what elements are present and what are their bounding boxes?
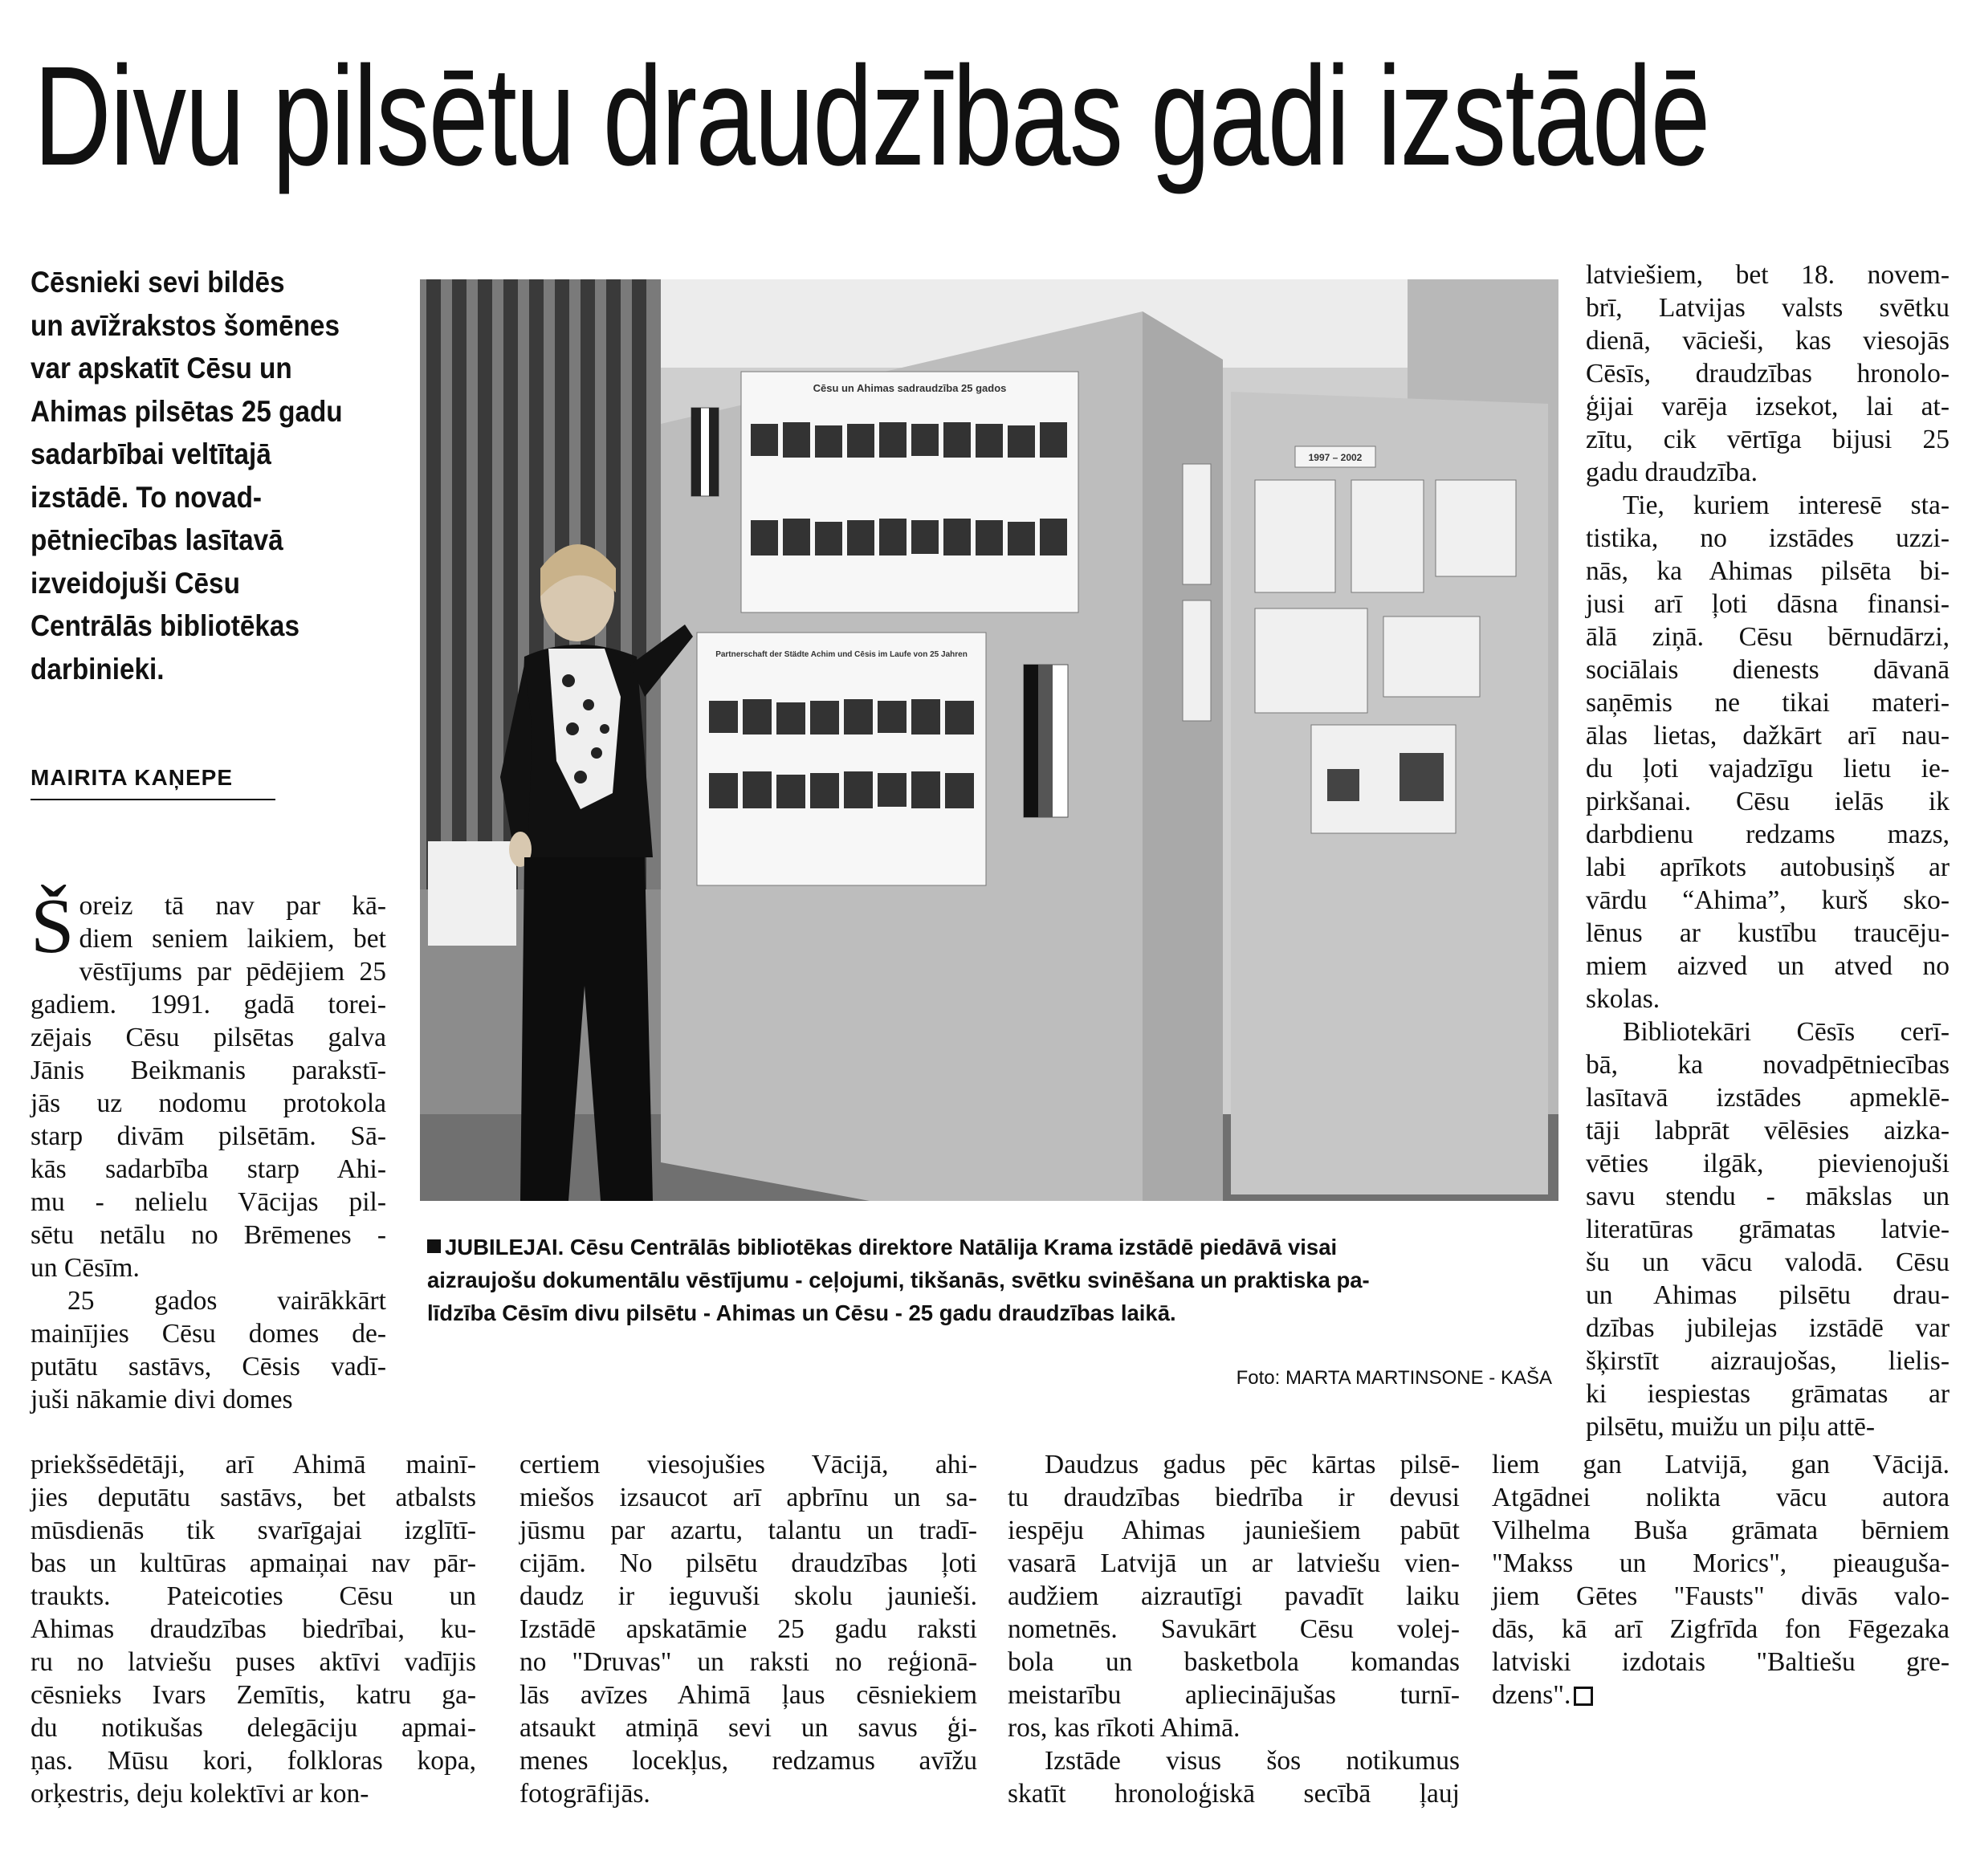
col2-line: certiem viesojušies Vācijā, ahi- (519, 1450, 977, 1479)
lead-line: Cēsnieki sevi bildēs (31, 266, 285, 299)
col1-line: putātu sastāvs, Cēsis vadī- (31, 1352, 386, 1382)
col1b-line: ņas. Mūsu kori, folkloras kopa, (31, 1746, 476, 1776)
col4-line: dienā, vācieši, kas viesojās (1586, 326, 1950, 356)
lead-line: izstādē. To novad- (31, 480, 263, 514)
col1-line: gadiem. 1991. gadā torei- (31, 990, 386, 1019)
col4-line: jusi arī ļoti dāsna finansi- (1586, 589, 1950, 619)
body-column-2 (519, 1448, 977, 1810)
end-of-article-icon (1574, 1687, 1593, 1706)
lead-paragraph (31, 261, 384, 690)
caption-square-icon (427, 1239, 441, 1253)
col1-line: vēstījums par pēdējiem 25 (79, 957, 386, 987)
col1b-line: traukts. Pateicoties Cēsu un (31, 1581, 476, 1611)
col4b-line: dzens". (1492, 1680, 1571, 1710)
poster-1-title: Cēsu un Ahimas sadraudzība 25 gados (813, 382, 1007, 394)
col3-line: audžiem aizrautīgi pavadīt laiku (1008, 1581, 1460, 1611)
drop-cap: Š (31, 883, 75, 970)
caption-lead: JUBILEJAI. (445, 1235, 564, 1259)
col4-line: ālā ziņā. Cēsu bērnudārzi, (1586, 622, 1950, 652)
lead-line: Ahimas pilsētas 25 gadu (31, 394, 343, 428)
col2-line: jūsmu par azartu, talantu un tradī- (519, 1516, 977, 1545)
col4-line: bā, ka novadpētniecības (1586, 1050, 1950, 1080)
col4-line: darbdienu redzams mazs, (1586, 820, 1950, 849)
col4-line: sociālais dienests dāvanā (1586, 655, 1950, 685)
col4-line: pirkšanai. Cēsu ielās ik (1586, 787, 1950, 816)
col1-line: diem seniem laikiem, bet (79, 924, 386, 954)
poster-2 (697, 633, 986, 885)
col4-line: lēnus ar kustību traucēju- (1586, 918, 1950, 948)
exhibition-photo (420, 279, 1558, 1201)
caption-line-3: līdzība Cēsīm divu pilsētu - Ahimas un Cēsu - 25 gadu draudzības laikā. (427, 1300, 1176, 1325)
col3-line: skatīt hronoloģiskā secībā ļauj (1008, 1779, 1460, 1809)
col4-line: šu un vācu valodā. Cēsu (1586, 1247, 1950, 1277)
col3-line: iespēju Ahimas jauniešiem pabūt (1008, 1516, 1460, 1545)
col3-line: bola un basketbola komandas (1008, 1647, 1460, 1677)
col4b-line: liem gan Latvijā, gan Vācijā. (1492, 1450, 1950, 1479)
flag-germany (1024, 665, 1068, 817)
col1b-line: cēsnieks Ivars Zemītis, katru ga- (31, 1680, 476, 1710)
col1b-line: priekšsēdētāji, arī Ahimā mainī- (31, 1450, 476, 1479)
col1-line: Jānis Beikmanis parakstī- (31, 1056, 386, 1085)
col2-line: cijām. No pilsētu draudzības ļoti (519, 1548, 977, 1578)
col4-line: Cēsīs, draudzības hronolo- (1586, 359, 1950, 389)
lead-line: pētniecības lasītavā (31, 523, 283, 556)
lead-line: sadarbībai veltītajā (31, 437, 271, 470)
col4b-line: Vilhelma Buša grāmata bērniem (1492, 1516, 1950, 1545)
col4-line: ģijai varēja izsekot, lai at- (1586, 392, 1950, 421)
col2-line: Izstādē apskatāmie 25 gadu raksti (519, 1614, 977, 1644)
col1b-line: du notikušas delegāciju apmai- (31, 1713, 476, 1743)
col2-line: atsaukt atmiņā sevi un savus ģi- (519, 1713, 977, 1743)
col1b-line: ru no latviešu puses aktīvi vadījis (31, 1647, 476, 1677)
col4-line: dzības jubilejas izstādē var (1586, 1313, 1950, 1343)
headline: Divu pilsētu draudzības gadi izstādē (34, 38, 1709, 195)
col1-line: kās sadarbība starp Ahi- (31, 1154, 386, 1184)
lead-line: izveidojuši Cēsu (31, 566, 240, 600)
col4-line: skolas. (1586, 984, 1660, 1014)
col4-line: vārdu “Ahima”, kurš sko- (1586, 885, 1950, 915)
col4b-line: Atgādnei nolikta vācu autora (1492, 1483, 1950, 1512)
col1b-line: orķestris, deju kolektīvi ar kon- (31, 1779, 369, 1809)
byline: MAIRITA KAŅEPE (31, 765, 275, 800)
body-column-3 (1008, 1448, 1460, 1810)
col4-line: literatūras grāmatas latvie- (1586, 1215, 1950, 1244)
col2-line: menes locekļus, redzamus avīžu (519, 1746, 977, 1776)
col4-line: šķirstīt aizraujošas, lielis- (1586, 1346, 1950, 1376)
col4b-line: latviski izdotais "Baltiešu gre- (1492, 1647, 1950, 1677)
photo-credit: Foto: MARTA MARTINSONE - KAŠA (1236, 1367, 1552, 1389)
flag-latvia (691, 408, 719, 496)
col4-line: labi aprīkots autobusiņš ar (1586, 853, 1950, 882)
caption-line-1: Cēsu Centrālās bibliotēkas direktore Natālija Krama izstādē piedāvā visai (564, 1235, 1338, 1259)
col2-line: miešos izsaucot arī apbrīnu un sa- (519, 1483, 977, 1512)
col3-line: Izstāde visus šos notikumus (1045, 1746, 1460, 1776)
lead-line: darbinieki. (31, 652, 165, 686)
col3-line: nometnēs. Savukārt Cēsu volej- (1008, 1614, 1460, 1644)
col4b-line: jiem Gētes "Fausts" divās valo- (1492, 1581, 1950, 1611)
col4-line: brī, Latvijas valsts svētku (1586, 293, 1950, 323)
col4b-line: "Makss un Morics", pieauguša- (1492, 1548, 1950, 1578)
col4-line: nās, ka Ahimas pilsēta bi- (1586, 556, 1950, 586)
body-column-4 (1586, 258, 1950, 1443)
lead-line: Centrālās bibliotēkas (31, 609, 299, 642)
photo-illustration (420, 279, 1558, 1201)
col1-line: mu - nelielu Vācijas pil- (31, 1187, 386, 1217)
col1-line: mainījies Cēsu domes de- (31, 1319, 386, 1349)
col1-line: zējais Cēsu pilsētas galva (31, 1023, 386, 1052)
col1b-line: bas un kultūras apmaiņai nav pār- (31, 1548, 476, 1578)
lead-line: un avīžrakstos šomēnes (31, 308, 340, 342)
col4-line: saņēmis ne tikai materi- (1586, 688, 1950, 718)
lead-line: var apskatīt Cēsu un (31, 352, 292, 385)
panel-label: 1997 – 2002 (1308, 452, 1363, 463)
col4-line: lasītavā izstādes apmeklē- (1586, 1083, 1950, 1113)
col1-line: jās uz nodomu protokola (31, 1089, 386, 1118)
col4-line: latviešiem, bet 18. novem- (1586, 260, 1950, 290)
col4-line: pilsētu, muižu un piļu attē- (1586, 1412, 1876, 1442)
col2-line: daudz ir ieguvuši skolu jaunieši. (519, 1581, 977, 1611)
col4-line: zītu, cik vērtīga bijusi 25 (1586, 425, 1950, 454)
col1-line: un Cēsīm. (31, 1253, 140, 1283)
col2-line: no "Druvas" un raksti no reģionā- (519, 1647, 977, 1677)
col1b-line: Ahimas draudzības biedrībai, ku- (31, 1614, 476, 1644)
col4b-line: dās, kā arī Zigfrīda fon Fēgezaka (1492, 1614, 1950, 1644)
col4-line: du ļoti vajadzīgu lietu ie- (1586, 754, 1950, 783)
col1-line: juši nākamie divi domes (31, 1385, 293, 1414)
col1b-line: mūsdienās tik svarīgajai izglītī- (31, 1516, 476, 1545)
poster-1 (741, 372, 1078, 612)
col4-line: ki iespiestas grāmatas ar (1586, 1379, 1950, 1409)
col4-line: gadu draudzība. (1586, 458, 1758, 487)
col1-line: 25 gados vairākkārt (67, 1286, 386, 1316)
body-column-4-continued (1492, 1448, 1950, 1711)
body-column-1-continued (31, 1448, 476, 1810)
col4-line: miem aizved un atved no (1586, 951, 1950, 981)
col4-line: tistika, no izstādes uzzi- (1586, 523, 1950, 553)
col3-line: ros, kas rīkoti Ahimā. (1008, 1713, 1241, 1743)
caption-line-2: aizraujošu dokumentālu vēstījumu - ceļojumi, tikšanās, svētku svinēšana un praktiska pa- (427, 1268, 1370, 1292)
col3-line: tu draudzības biedrība ir devusi (1008, 1483, 1460, 1512)
col2-line: lās avīzes Ahimā ļaus cēsniekiem (519, 1680, 977, 1710)
col1-line: sētu netālu no Brēmenes - (31, 1220, 386, 1250)
col1-line: starp divām pilsētām. Sā- (31, 1121, 386, 1151)
col3-line: meistarību apliecinājušas turnī- (1008, 1680, 1460, 1710)
col4-line: Tie, kuriem interesē sta- (1623, 490, 1950, 520)
photo-caption (427, 1231, 1555, 1329)
col4-line: vēties ilgāk, pievienojuši (1586, 1149, 1950, 1178)
col4-line: un Ahimas pilsētu drau- (1586, 1280, 1950, 1310)
body-column-1 (31, 883, 386, 1416)
col2-line: fotogrāfijās. (519, 1779, 650, 1809)
poster-2-title: Partnerschaft der Städte Achim und Cēsis im Laufe von 25 Jahren (715, 650, 968, 659)
col3-line: Daudzus gadus pēc kārtas pilsē- (1045, 1450, 1460, 1479)
col4-line: savu stendu - mākslas un (1586, 1182, 1950, 1211)
col4-line: tāji labprāt vēlēsies aizka- (1586, 1116, 1950, 1146)
col4-line: Bibliotekāri Cēsīs cerī- (1623, 1017, 1950, 1047)
col3-line: vasarā Latvijā un ar latviešu vien- (1008, 1548, 1460, 1578)
col1b-line: jies deputātu sastāvs, bet atbalsts (31, 1483, 476, 1512)
col1-line: oreiz tā nav par kā- (79, 891, 386, 921)
col4-line: ālas lietas, dažkārt arī nau- (1586, 721, 1950, 751)
